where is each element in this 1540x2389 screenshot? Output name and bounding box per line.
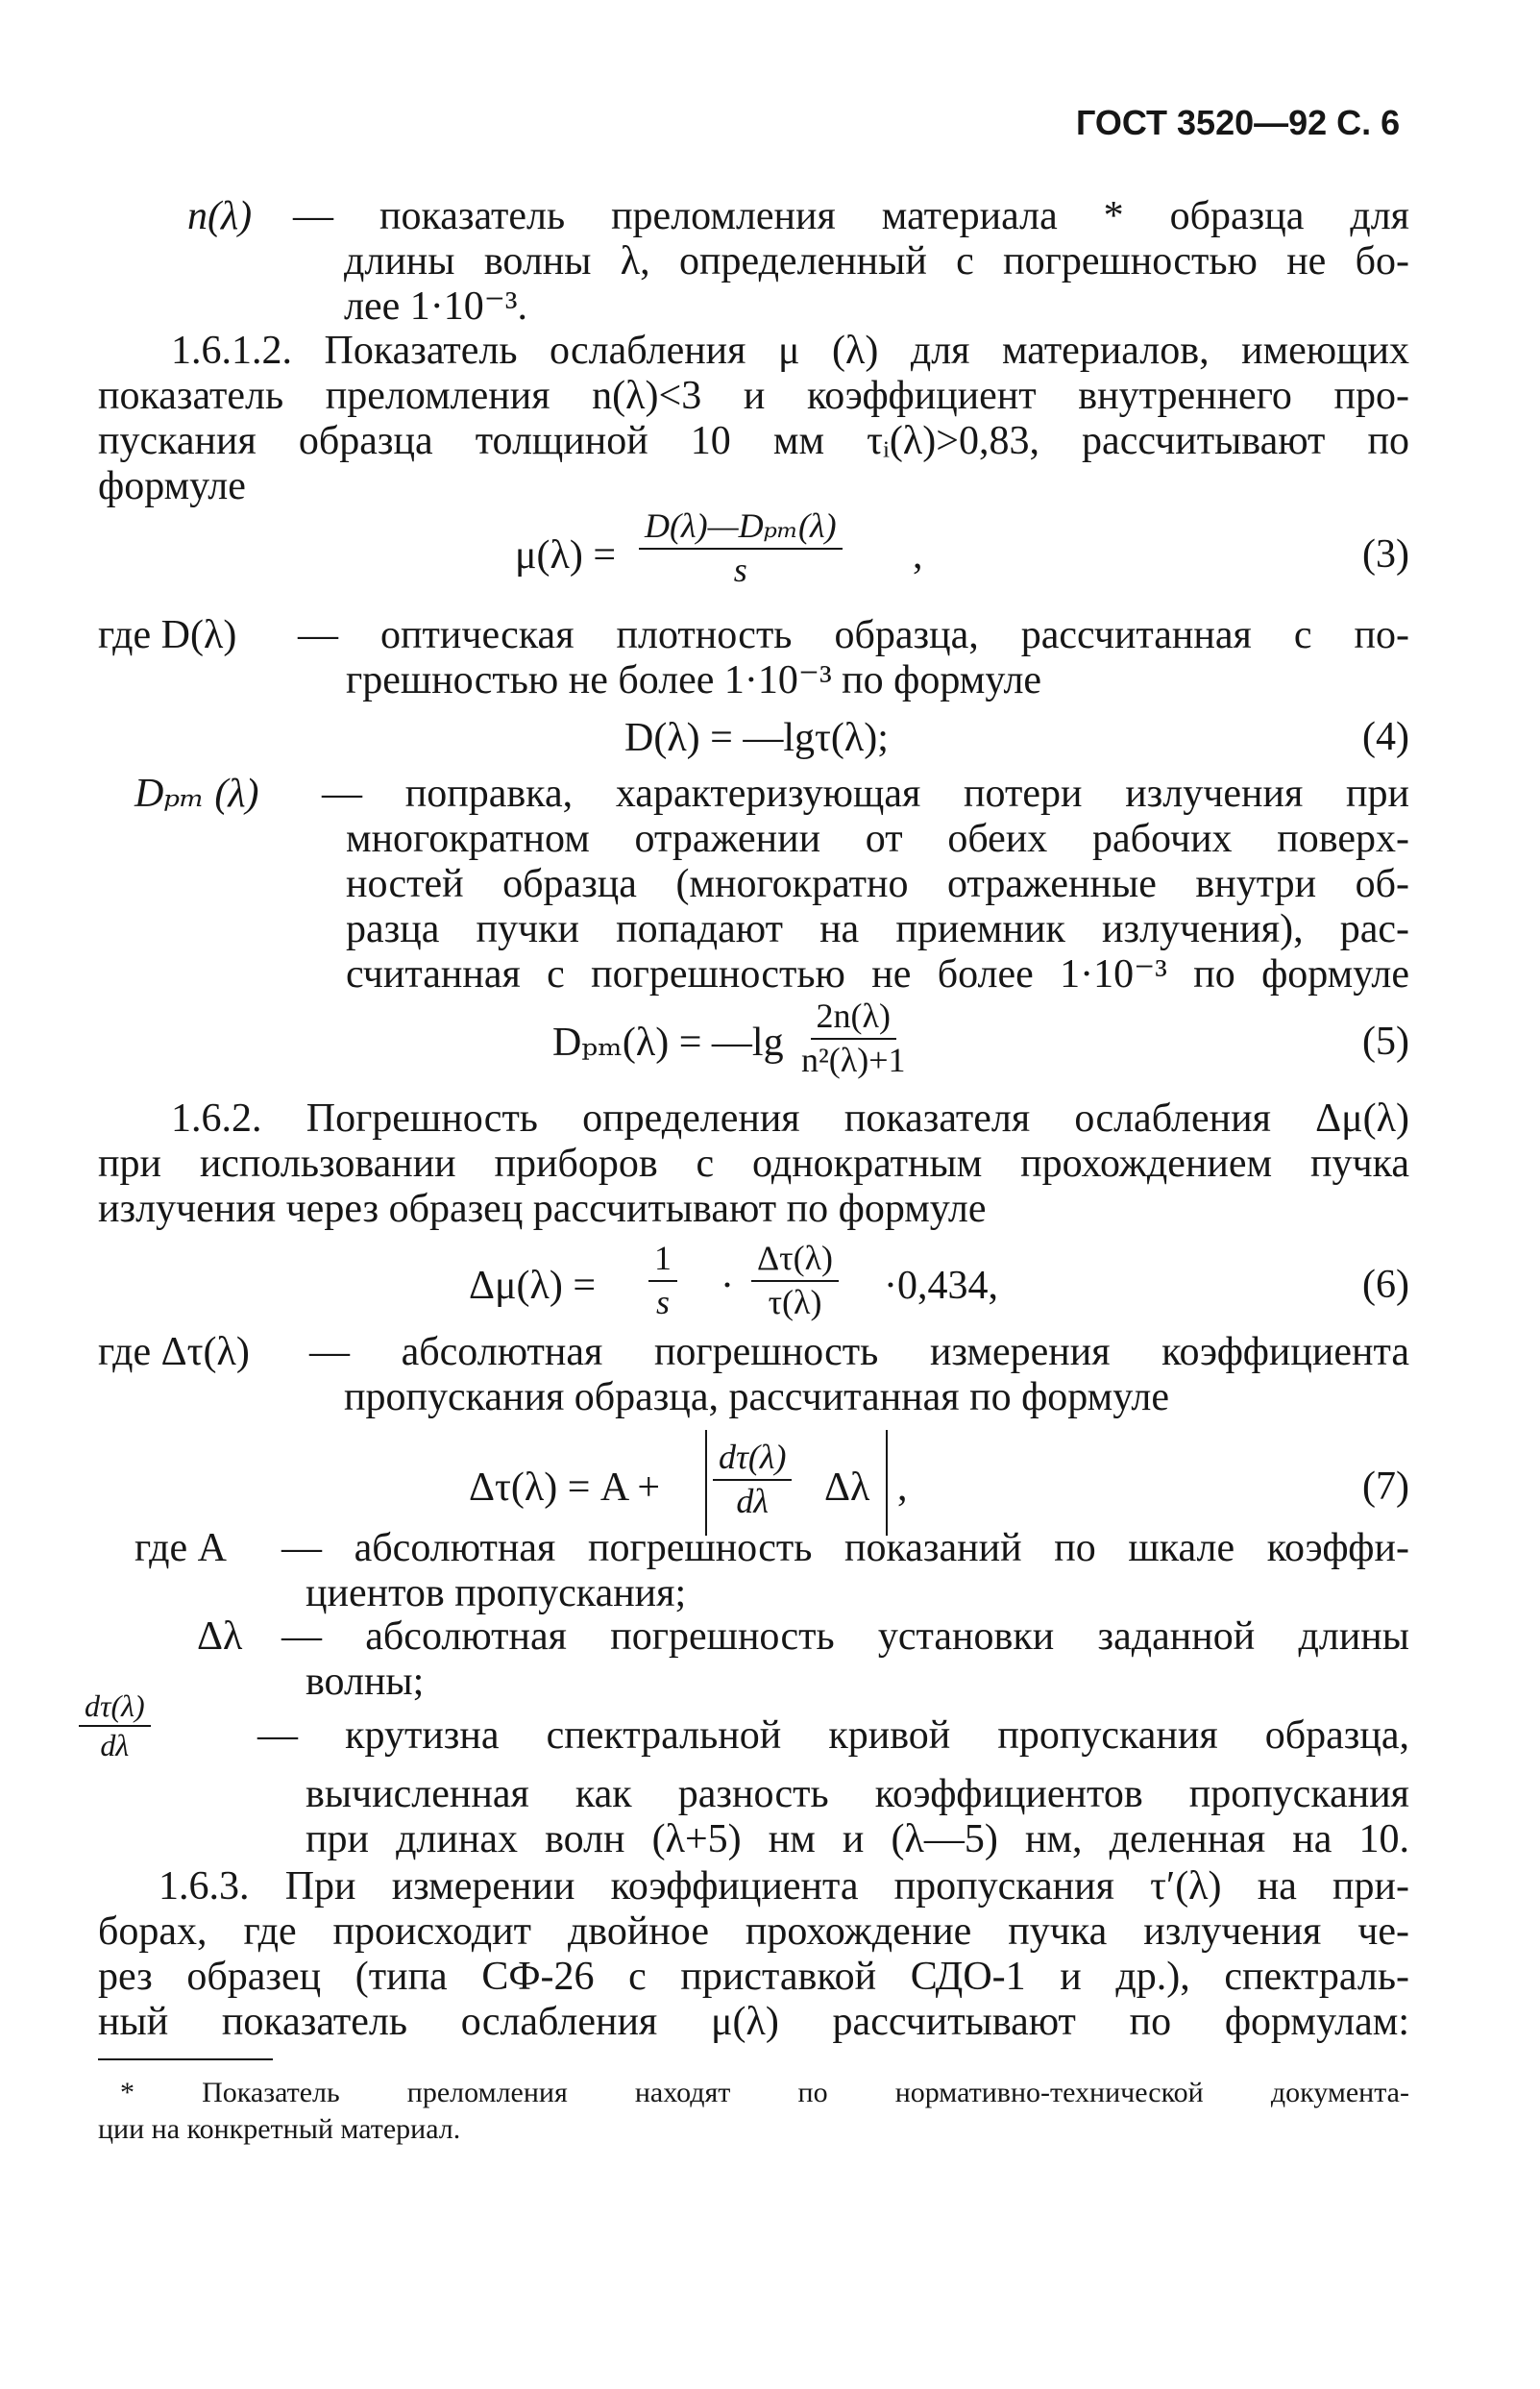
formula-7-tail: , [897, 1465, 908, 1510]
formula-4-expr: D(λ) = —lgτ(λ); [624, 716, 889, 760]
formula-3-denominator: s [733, 550, 747, 589]
formula-6-denominator-2: τ(λ) [768, 1282, 822, 1321]
formula-6-numerator-2: Δτ(λ) [751, 1240, 839, 1282]
dl-symbol: Δλ [197, 1614, 243, 1659]
formula-5-numerator: 2n(λ) [811, 997, 896, 1040]
p1612-line-1: 1.6.1.2. Показатель ослабления μ (λ) для материалов, имеющих [171, 329, 1409, 373]
dl-def-line-2: волны; [306, 1660, 425, 1704]
formula-7-abs-bar-left [705, 1430, 707, 1536]
n-symbol: n(λ) [187, 194, 253, 238]
footnote-line-1: * Показатель преломления находят по нормативно-технической документа- [120, 2077, 1409, 2108]
p163-line-4: ный показатель ослабления μ(λ) рассчитывают по формулам: [98, 2000, 1409, 2044]
formula-5-denominator: n²(λ)+1 [801, 1040, 906, 1079]
d-def-line-2: грешностью не более 1·10⁻³ по формуле [346, 658, 1042, 702]
dl-def-line-1: — абсолютная погрешность установки заданной длины [281, 1614, 1409, 1659]
dpm-def-line-2: многократном отражении от обеих рабочих поверх- [346, 817, 1409, 861]
deriv-def-line-1: — крутизна спектральной кривой пропускания образца, [257, 1713, 1409, 1758]
formula-4-number: (4) [1362, 715, 1409, 759]
p1612-line-2: показатель преломления n(λ)<3 и коэффициент внутреннего про- [98, 374, 1409, 418]
formula-7-lhs: Δτ(λ) = A + [469, 1465, 661, 1510]
formula-5-lhs: Dₚₘ(λ) = —lg [552, 1021, 784, 1065]
dtau-symbol: где Δτ(λ) [98, 1330, 250, 1374]
d-def-line-1: — оптическая плотность образца, рассчитанная с по- [298, 613, 1409, 657]
footnote-rule [98, 2058, 273, 2060]
formula-6-fraction-1 [648, 1240, 677, 1321]
a-def-line-1: — абсолютная погрешность показаний по шкале коэффи- [281, 1526, 1409, 1570]
formula-6-lhs: Δμ(λ) = [469, 1264, 597, 1308]
formula-7-numerator: dτ(λ) [713, 1439, 792, 1481]
formula-3-numerator: D(λ)—Dₚₘ(λ) [639, 507, 843, 550]
formula-7-number: (7) [1362, 1465, 1409, 1509]
dtau-def-line-1: — абсолютная погрешность измерения коэффициента [309, 1330, 1409, 1374]
formula-6-fraction-2 [751, 1240, 839, 1321]
p162-line-2: при использовании приборов с однократным прохождением пучка [98, 1142, 1409, 1186]
formula-7-fraction [713, 1439, 792, 1520]
a-def-line-2: циентов пропускания; [306, 1571, 687, 1615]
deriv-numerator: dτ(λ) [79, 1689, 151, 1727]
formula-3-fraction [639, 507, 843, 589]
dpm-def-line-4: разца пучки попадают на приемник излучения), рас- [346, 907, 1409, 951]
deriv-def-line-3: при длинах волн (λ+5) нм и (λ—5) нм, деленная на 10. [306, 1817, 1409, 1861]
formula-6-denominator-1: s [655, 1282, 670, 1321]
formula-7-denominator: dλ [736, 1481, 770, 1520]
formula-6-tail: ·0,434, [884, 1264, 998, 1308]
formula-3-lhs: μ(λ) = [515, 533, 617, 578]
formula-6-numerator-1: 1 [648, 1240, 677, 1282]
formula-7-abs-bar-right [886, 1430, 888, 1536]
p1612-line-3: пускания образца толщиной 10 мм τᵢ(λ)>0,83, рассчитывают по [98, 419, 1409, 463]
p163-line-3: рез образец (типа СФ-26 с приставкой СДО-1 и др.), спектраль- [98, 1955, 1409, 1999]
formula-5-number: (5) [1362, 1020, 1409, 1064]
n-def-line-1: — показатель преломления материала * образца для [293, 194, 1409, 238]
p1612-line-4: формуле [98, 464, 246, 508]
deriv-def-line-2: вычисленная как разность коэффициентов пропускания [306, 1772, 1409, 1816]
p162-line-1: 1.6.2. Погрешность определения показателя ослабления Δμ(λ) [171, 1096, 1409, 1141]
page-header: ГОСТ 3520—92 С. 6 [1076, 103, 1401, 142]
p163-line-2: борах, где происходит двойное прохождение пучка излучения че- [98, 1909, 1409, 1954]
formula-5-fraction [795, 997, 912, 1079]
footnote-line-2: ции на конкретный материал. [98, 2113, 461, 2145]
formula-7-delta-lambda: Δλ [824, 1465, 870, 1510]
formula-3-tail: , [913, 533, 923, 578]
formula-3-number: (3) [1362, 532, 1409, 577]
d-symbol: где D(λ) [98, 613, 237, 657]
dpm-def-line-5: считанная с погрешностью не более 1·10⁻³ по формуле [346, 952, 1409, 997]
dpm-def-line-3: ностей образца (многократно отраженные внутри об- [346, 862, 1409, 906]
n-def-line-2: длины волны λ, определенный с погрешностью не бо- [344, 239, 1409, 283]
formula-6-number: (6) [1362, 1263, 1409, 1307]
p163-line-1: 1.6.3. При измерении коэффициента пропускания τ′(λ) на при- [159, 1864, 1409, 1909]
dpm-symbol: Dₚₘ (λ) [134, 772, 259, 816]
formula-6-dot: · [721, 1264, 734, 1308]
dpm-def-line-1: — поправка, характеризующая потери излучения при [322, 772, 1409, 816]
deriv-denominator: dλ [100, 1728, 130, 1763]
a-symbol: где A [134, 1526, 227, 1570]
dtau-def-line-2: пропускания образца, рассчитанная по формуле [344, 1375, 1169, 1419]
deriv-fraction [79, 1689, 151, 1762]
p162-line-3: излучения через образец рассчитывают по формуле [98, 1187, 987, 1231]
n-def-line-3: лее 1·10⁻³. [344, 284, 527, 329]
